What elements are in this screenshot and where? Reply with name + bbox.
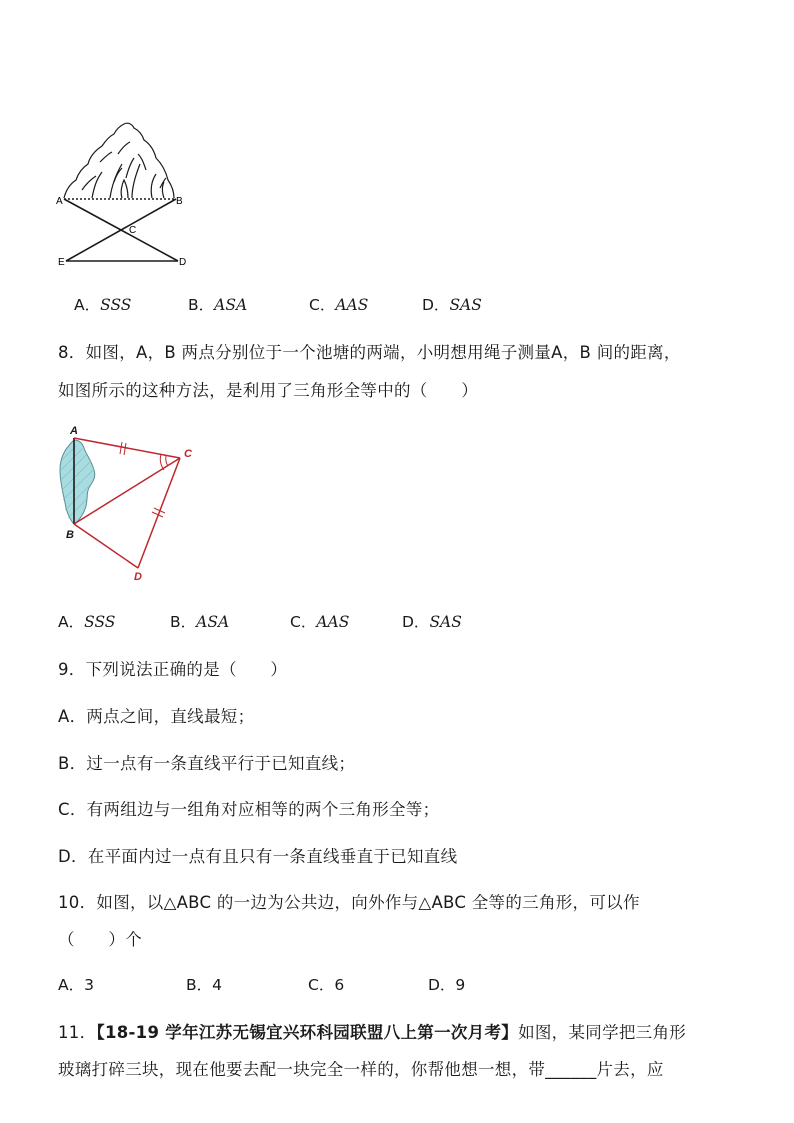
- q9-option-c: C．有两组边与一组角对应相等的两个三角形全等；: [58, 800, 440, 819]
- q9-stem: 9．下列说法正确的是（ ）: [58, 660, 288, 679]
- mountain-drawing: [64, 123, 174, 198]
- tick-ac-2: [124, 443, 126, 455]
- q8-option-d-letter: D．: [402, 613, 430, 631]
- q8-option-a-letter: A．: [58, 613, 85, 631]
- q10-stem-line1: 10．如图，以△ABC 的一边为公共边，向外作与△ABC 全等的三角形，可以作: [58, 893, 640, 912]
- q7-option-b: [188, 293, 247, 315]
- q9-option-a: A．两点之间，直线最短；: [58, 707, 255, 726]
- q7-option-d-text: SAS: [449, 296, 482, 314]
- label-a: A: [56, 196, 63, 207]
- label-c: C: [129, 225, 137, 236]
- label-d: D: [179, 257, 187, 268]
- q10-option-b: B．4: [186, 976, 222, 994]
- q8-option-c-text: AAS: [316, 613, 350, 631]
- q11-stem-line2: 玻璃打碎三块，现在他要去配一块完全一样的，你帮他想一想，带______片去，应: [58, 1060, 664, 1079]
- q7-option-a: [74, 293, 131, 315]
- q10-stem-line2: （ ）个: [58, 930, 142, 949]
- segment-bd: [74, 524, 138, 568]
- q8-option-a-text: SSS: [84, 613, 116, 631]
- pond-shape: [60, 440, 95, 524]
- q7-option-d: [422, 293, 482, 315]
- q8-option-d: [402, 610, 462, 632]
- label-d2: D: [134, 571, 142, 583]
- q7-option-b-letter: B．: [188, 296, 215, 314]
- q7-option-a-text: SSS: [100, 296, 132, 314]
- q8-option-b-text: ASA: [196, 613, 230, 631]
- q7-option-a-letter: A．: [74, 296, 101, 314]
- q11-line1-rest: 如图，某同学把三角形: [518, 1023, 687, 1042]
- q7-option-c-letter: C．: [309, 296, 336, 314]
- segment-ac: [74, 438, 180, 458]
- label-a2: A: [70, 425, 78, 437]
- q8-option-c: [290, 610, 349, 632]
- q10-option-c: C．6: [308, 976, 345, 994]
- q9-option-b: B．过一点有一条直线平行于已知直线；: [58, 754, 356, 773]
- q8-stem-line1: 8．如图，A，B 两点分别位于一个池塘的两端，小明想用绳子测量A，B 间的距离，: [58, 343, 681, 362]
- figure-mountain-crossing-lines: [52, 118, 202, 273]
- q10-option-a: A．3: [58, 976, 94, 994]
- figure-pond-triangles: [56, 420, 206, 585]
- q7-option-c-text: AAS: [335, 296, 369, 314]
- label-e: E: [58, 257, 65, 268]
- q9-option-d: D．在平面内过一点有且只有一条直线垂直于已知直线: [58, 847, 458, 866]
- q8-option-b-letter: B．: [170, 613, 197, 631]
- q8-option-b: [170, 610, 229, 632]
- q11-stem-line1: [58, 1019, 686, 1043]
- q7-option-b-text: ASA: [214, 296, 248, 314]
- label-b2: B: [66, 529, 74, 541]
- q7-option-d-letter: D．: [422, 296, 450, 314]
- segment-cd: [138, 458, 180, 568]
- q8-option-c-letter: C．: [290, 613, 317, 631]
- q8-stem-line2: 如图所示的这种方法，是利用了三角形全等中的（ ）: [58, 381, 478, 400]
- q8-option-a: [58, 610, 115, 632]
- angle-arc-inner: [166, 456, 168, 466]
- q11-source: 【18-19 学年江苏无锡宜兴环科园联盟八上第一次月考】: [96, 1023, 519, 1042]
- tick-ac-1: [120, 442, 122, 454]
- q8-option-d-text: SAS: [429, 613, 462, 631]
- label-b: B: [176, 196, 183, 207]
- q11-number: 11．: [58, 1023, 97, 1042]
- q7-option-c: [309, 293, 368, 315]
- q10-option-d: D．9: [428, 976, 466, 994]
- label-c2: C: [184, 448, 192, 460]
